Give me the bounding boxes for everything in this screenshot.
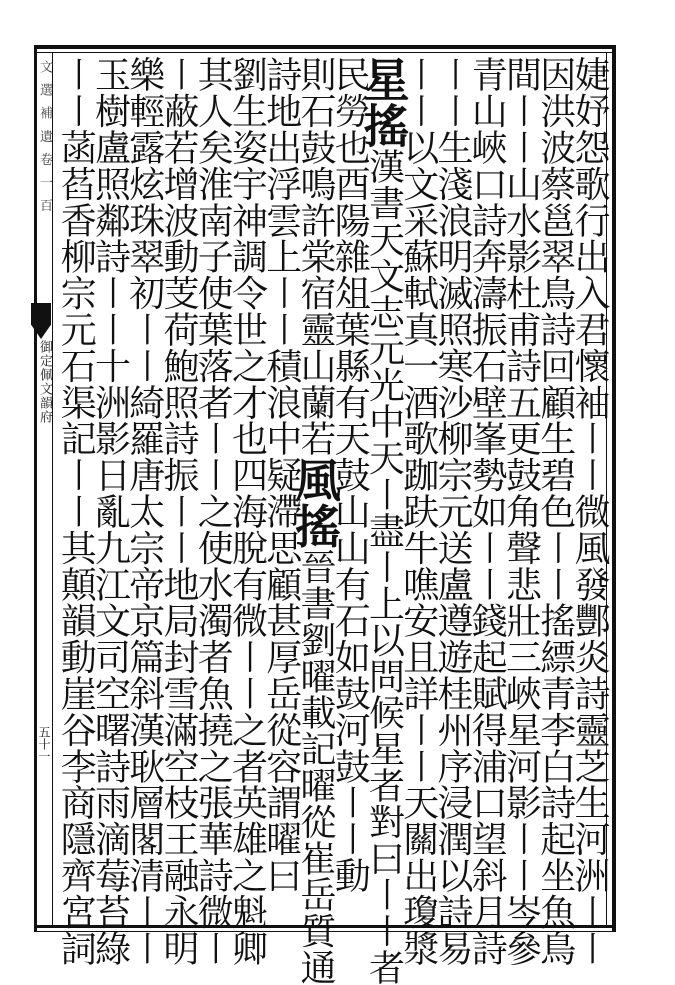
text-column: 劉生姿宇神調令世之才也四海脫有微〡〡之者英雄之魁卿 [226,56,268,966]
text-column: 間〡〡山水影杜甫詩五更鼓角聲悲壯三峽星河影〡〡岑參 [500,56,542,966]
text-column: 因洪波蔡邕翠鳥詩回顧生碧色〡〡搖縹青李白詩起坐魚鳥 [534,56,576,966]
text-column: 青山峽口詩奔濤振石壁峯勢如〡〡錢起賦得浦口望斜月詩 [466,56,508,966]
text-column: 星搖漢書天文志元光中天〡盡〡上以問候星者對曰〡〡者 [356,56,411,985]
entry-heading: 星搖 [356,56,411,148]
text-column: 樂輕露炫珠翠初〡〡綺羅唐太宗帝京篇斜漢耿層閣清〡〡 [123,56,165,966]
entry-heading: 風搖 [288,456,342,549]
text-column: 〡蔽若增波動芰荷鮑照詩振〡〡地局封雪滿空枝王融永明 [158,56,199,966]
frame-top-border [34,45,616,49]
text-column: 民勞也酉陽雜俎葉縣有天鼓山山有石如鼓河鼓〡〡動 [329,56,371,894]
text-column: 〡〡以文采蘇軾真一酒歌跏趺牛噍安且詳〡〡天關出瓊漿 [397,56,439,966]
frame-top-inner-border [34,52,616,53]
margin-volume-title: 文 選 補 遺 卷 一 百 [37,60,52,215]
text-column: 詩地出浮雲上〡〡積浪中疑滯思顧甚厚岳從容謂曜曰 [260,56,302,894]
text-column: 婕妤怨歌行出入君懷袖〡〡微風發酆炎詩靈芝生河洲〡〡 [569,56,610,966]
page-number: 五十一 [37,726,51,762]
text-column: 〡〡菡萏香柳宗元石渠記〡〡其顛韻動崖谷李商隱齊宮詞 [55,56,97,966]
margin-book-title: 御定佩文韻府 [37,340,52,424]
text-column: 其人矣淮南子使葉落者〡〡之使水濁者魚撓之張華詩微〡 [192,56,234,966]
text-column: 玉樹盧照鄰詩〡〡十洲影日亂九江文司空曙詩雨滴莓苔綠 [89,56,131,966]
text-column: 〡〡生淺浪明滅照寒沙柳宗元送盧遵遊桂州序浸潤以詩易 [432,56,473,966]
text-column: 則石鼓鳴許棠宿靈山蘭若風搖晉書劉曜載記曜從崔岳質通 [288,56,342,985]
frame-right-border [612,45,616,932]
